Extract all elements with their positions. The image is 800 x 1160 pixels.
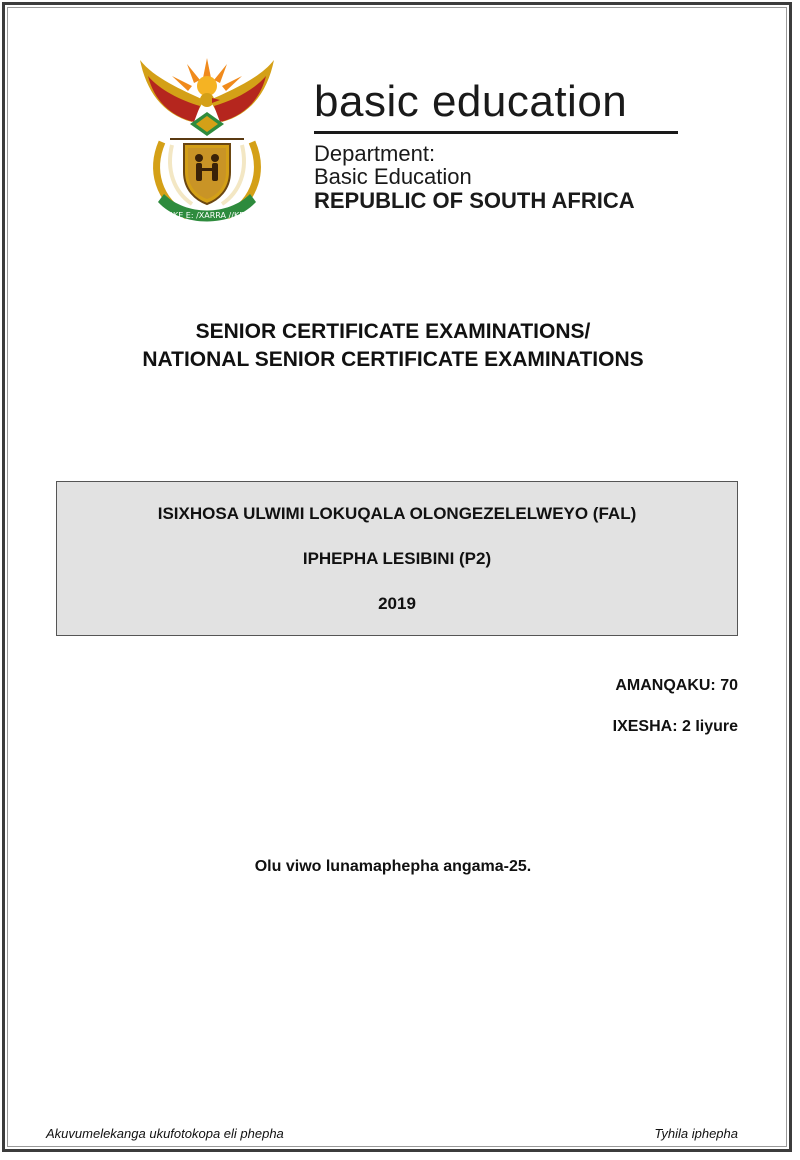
marks-label: AMANQAKU: 70 (615, 677, 738, 694)
exam-title-line-2: NATIONAL SENIOR CERTIFICATE EXAMINATIONS (142, 347, 644, 371)
subject-box (56, 481, 738, 636)
department-line-2: Basic Education (314, 164, 472, 190)
country-name: REPUBLIC OF SOUTH AFRICA (314, 188, 635, 213)
exam-year: 2019 (378, 594, 416, 613)
brand-name: basic education (314, 77, 628, 126)
paper-number: IPHEPHA LESIBINI (P2) (302, 549, 492, 568)
coat-of-arms-icon (132, 50, 282, 230)
brand-divider (314, 131, 678, 134)
department-line-1: Department: (314, 141, 436, 166)
turn-over-note: Tyhila iphepha (654, 1126, 738, 1141)
time-label: IXESHA: 2 Iiyure (612, 718, 738, 735)
exam-title-line-1: SENIOR CERTIFICATE EXAMINATIONS/ (195, 320, 591, 343)
page-count-note: Olu viwo lunamaphepha angama-25. (254, 858, 532, 875)
motto-text: !KE E: /XARRA //KE (169, 211, 245, 220)
subject-name: ISIXHOSA ULWIMI LOKUQALA OLONGEZELELWEYO (FAL) (157, 504, 637, 523)
department-label (314, 142, 472, 188)
exam-title (0, 318, 786, 373)
copy-notice: Akuvumelekanga ukufotokopa eli phepha (46, 1126, 284, 1141)
